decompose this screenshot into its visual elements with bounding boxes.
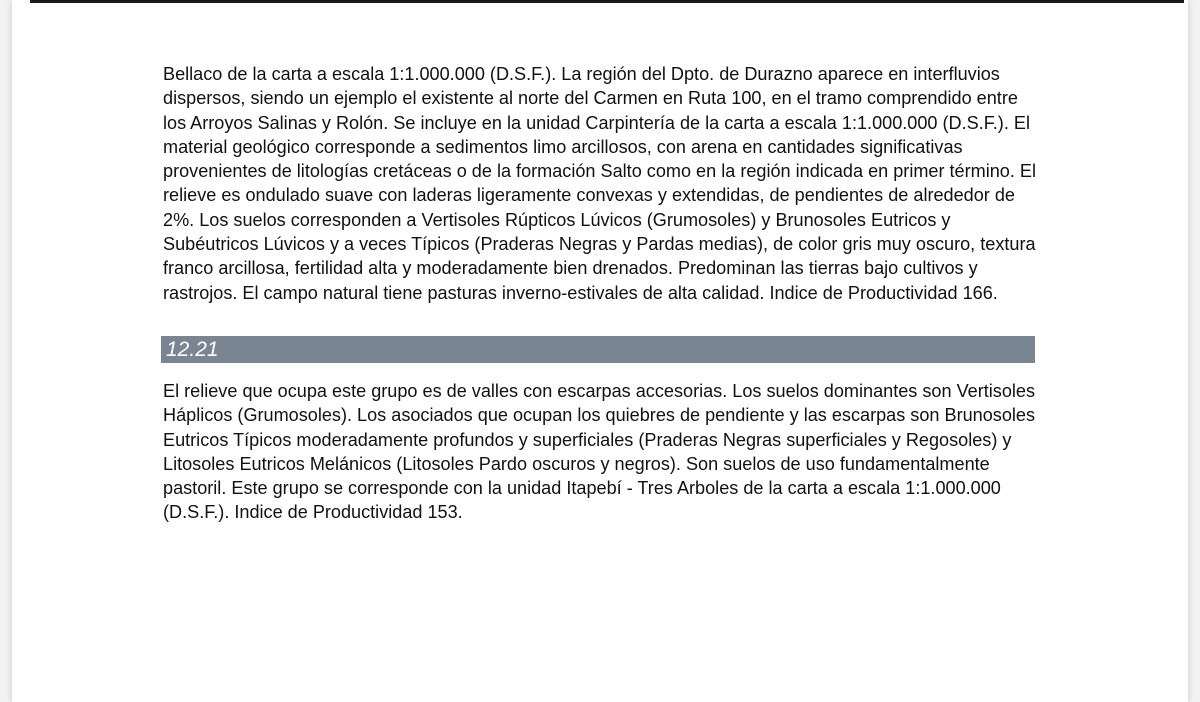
top-rule-divider [30,0,1184,3]
section-heading-number: 12.21 [166,338,219,361]
section-heading-bar [161,336,1035,363]
document-page [12,0,1188,702]
body-paragraph-1: Bellaco de la carta a escala 1:1.000.000 (D.S.F.). La región del Dpto. de Durazno aparece en interfluvios dispersos, siendo un ejemplo el existente al norte del Carmen en Ruta 100, en el tramo comprendido entre los Arroyos Salinas y Rolón. Se incluye en la unidad Carpintería de la carta a escala 1:1.000.000 (D.S.F.). El material geológico corresponde a sedimentos limo arcillosos, con arena en cantidades significativas provenientes de litologías cretáceas o de la formación Salto como en la región indicada en primer término. El relieve es ondulado suave con laderas ligeramente convexas y extendidas, de pendientes de alrededor de 2%. Los suelos corresponden a Vertisoles Rúpticos Lúvicos (Grumosoles) y Brunosoles Eutricos y Subéutricos Lúvicos y a veces Típicos (Praderas Negras y Pardas medias), de color gris muy oscuro, textura franco arcillosa, fertilidad alta y moderadamente bien drenados. Predominan las tierras bajo cultivos y rastrojos. El campo natural tiene pasturas inverno-estivales de alta calidad. Indice de Productividad 166. [163,64,1036,303]
body-paragraph-2: El relieve que ocupa este grupo es de valles con escarpas accesorias. Los suelos dominantes son Vertisoles Háplicos (Grumosoles). Los asociados que ocupan los quiebres de pendiente y las escarpas son Brunosoles Eutricos Típicos moderadamente profundos y superficiales (Praderas Negras superficiales y Regosoles) y Litosoles Eutricos Melánicos (Litosoles Pardo oscuros y negros). Son suelos de uso fundamentalmente pastoril. Este grupo se corresponde con la unidad Itapebí - Tres Arboles de la carta a escala 1:1.000.000 (D.S.F.). Indice de Productividad 153. [163,381,1036,523]
